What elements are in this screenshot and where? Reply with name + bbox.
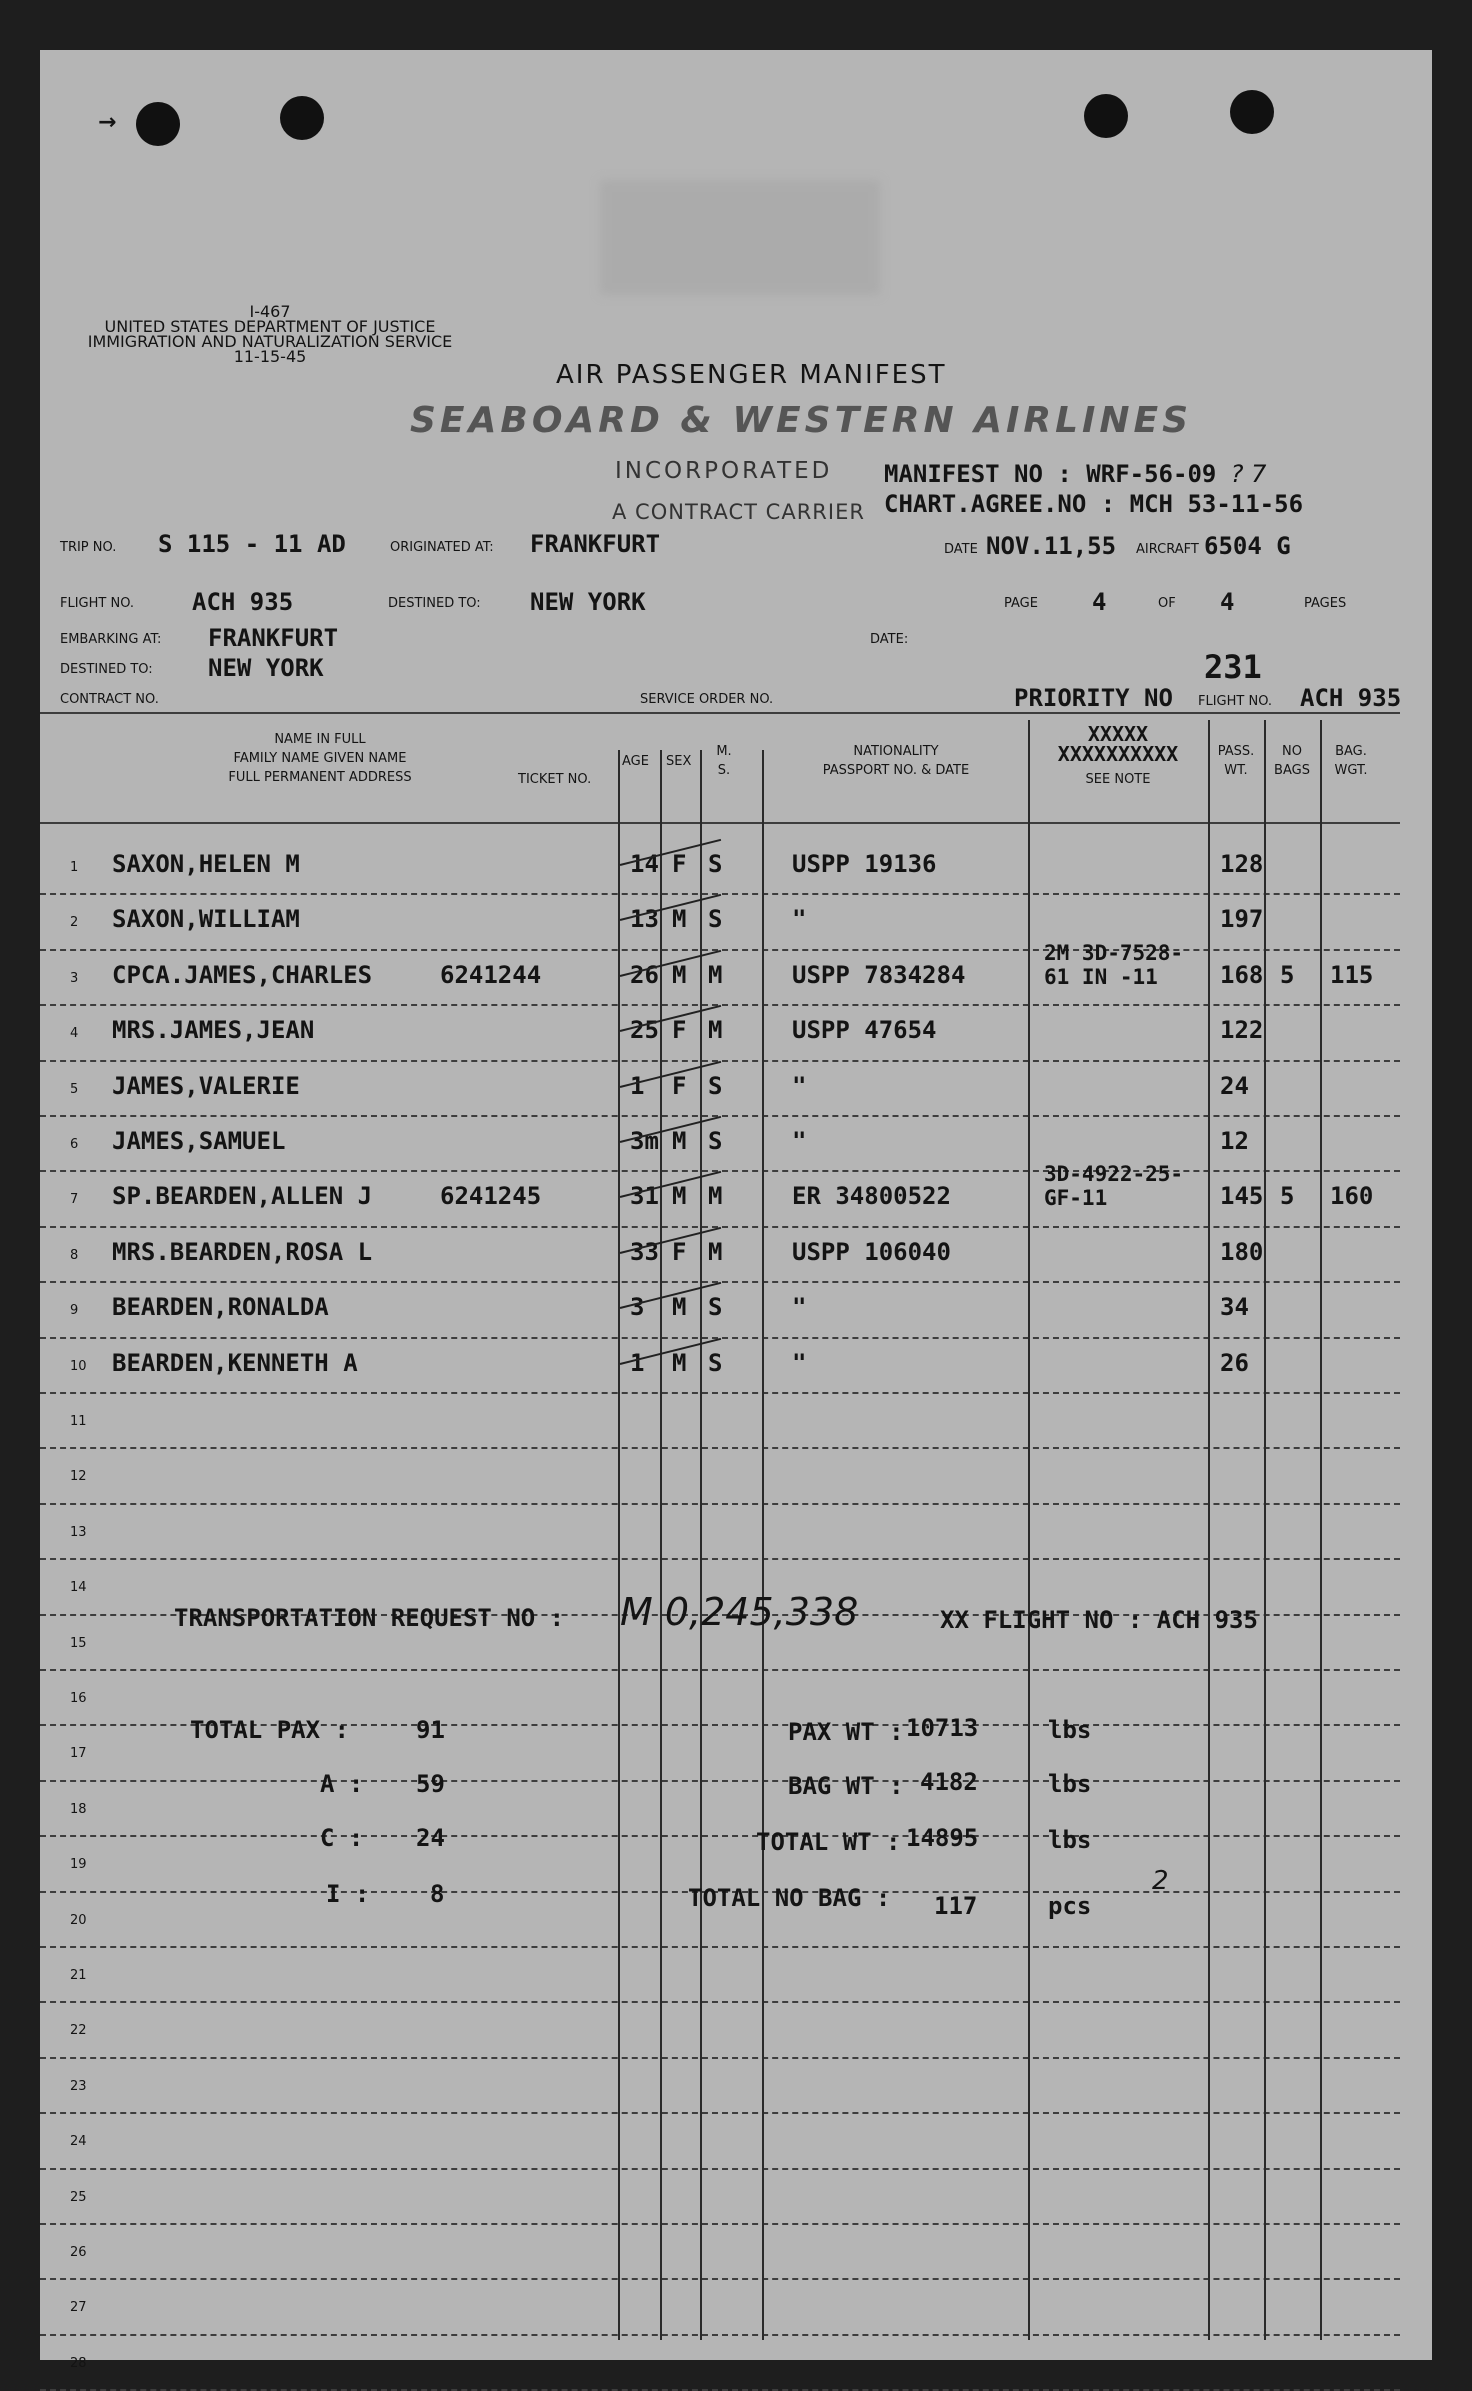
age: 3 xyxy=(630,1293,645,1322)
priority-number: 231 xyxy=(1204,648,1262,686)
age: 33 xyxy=(630,1237,659,1266)
age: 3m xyxy=(630,1127,659,1155)
total-wt-value: 14895 xyxy=(906,1824,979,1852)
pax-wt-unit: lbs xyxy=(1048,1716,1092,1744)
contract-label: CONTRACT NO. xyxy=(60,692,159,707)
row-rule xyxy=(40,2168,1400,2170)
row-number: 1 xyxy=(70,860,79,875)
column-line xyxy=(660,750,662,2340)
punch-hole-4 xyxy=(1230,90,1274,134)
see-note: 61 IN -11 xyxy=(1044,964,1158,989)
hand-mark: 2 xyxy=(1152,1866,1169,1896)
col-header-see-note: XXXXX XXXXXXXXXX SEE NOTE xyxy=(1057,722,1179,787)
column-line xyxy=(1320,720,1322,2340)
age: 13 xyxy=(630,905,659,934)
passport: USPP 19136 xyxy=(792,850,937,878)
marital-status: S xyxy=(708,905,723,934)
row-number: 28 xyxy=(70,2355,87,2371)
row-rule xyxy=(40,1835,1400,1837)
row-number: 10 xyxy=(70,1358,87,1374)
row-rule xyxy=(40,2278,1400,2280)
bag-count: 5 xyxy=(1280,1182,1295,1211)
incorporated-label: INCORPORATED xyxy=(615,458,833,484)
col-header-ticket: TICKET NO. xyxy=(518,772,592,787)
row-number: 6 xyxy=(70,1137,79,1152)
embarking-label: EMBARKING AT: xyxy=(60,632,162,647)
column-line xyxy=(762,750,764,2340)
passport: " xyxy=(792,1127,807,1155)
sex: M xyxy=(672,1127,687,1155)
row-number: 22 xyxy=(70,2023,87,2039)
punch-hole-3 xyxy=(1084,94,1128,138)
of-value: 4 xyxy=(1220,588,1235,616)
row-rule xyxy=(40,1503,1400,1505)
col-header-age: AGE xyxy=(622,754,649,769)
flight2-value: ACH 935 xyxy=(1300,684,1402,712)
row-rule xyxy=(40,2001,1400,2003)
service-order-label: SERVICE ORDER NO. xyxy=(640,692,774,707)
smudge xyxy=(600,180,880,295)
passport: " xyxy=(792,905,807,934)
see-note: GF-11 xyxy=(1044,1186,1108,1211)
passenger-name: MRS.BEARDEN,ROSA L xyxy=(112,1237,373,1266)
marital-status: S xyxy=(708,1348,723,1377)
form-title: AIR PASSENGER MANIFEST xyxy=(556,360,947,390)
sex: M xyxy=(672,1293,687,1322)
destined2-label: DESTINED TO: xyxy=(60,662,153,677)
marital-status: S xyxy=(708,850,723,878)
form-date: 11-15-45 xyxy=(233,347,307,366)
passenger-name: JAMES,SAMUEL xyxy=(112,1127,286,1155)
see-note: 2M 3D-7528- xyxy=(1044,940,1184,965)
punch-hole-2 xyxy=(280,96,324,140)
page-value: 4 xyxy=(1092,588,1107,616)
marital-status: S xyxy=(708,1127,723,1155)
total-wt-label: TOTAL WT : xyxy=(756,1828,901,1856)
row-number: 18 xyxy=(70,1801,87,1817)
col-header-pass-wt: PASS. WT. xyxy=(1217,744,1255,778)
flight-no-label: FLIGHT NO. xyxy=(60,596,135,611)
total-c-value: 24 xyxy=(416,1824,445,1852)
row-number: 13 xyxy=(70,1524,87,1540)
destined-label: DESTINED TO: xyxy=(388,596,481,611)
passenger-name: CPCA.JAMES,CHARLES xyxy=(112,960,373,989)
col-header-nationality: NATIONALITY PASSPORT NO. & DATE xyxy=(822,744,970,778)
header-bottom-rule xyxy=(40,822,1400,824)
row-number: 16 xyxy=(70,1691,87,1706)
punch-hole-1 xyxy=(136,102,180,146)
bag-wt-unit: lbs xyxy=(1048,1770,1092,1798)
bag-wt-value: 4182 xyxy=(920,1768,978,1796)
passport: USPP 47654 xyxy=(792,1016,937,1045)
total-no-bag-value: 117 xyxy=(934,1892,978,1920)
passenger-name: SAXON,HELEN M xyxy=(112,850,300,878)
destined-value: NEW YORK xyxy=(530,588,646,616)
sex: F xyxy=(672,850,687,878)
bag-wt-label: BAG WT : xyxy=(788,1772,904,1800)
row-rule xyxy=(40,1780,1400,1782)
agency-line-1: UNITED STATES DEPARTMENT OF JUSTICE xyxy=(104,317,436,336)
passenger-name: SAXON,WILLIAM xyxy=(112,905,300,934)
passenger-weight: 197 xyxy=(1220,905,1264,934)
ticket-number: 6241245 xyxy=(440,1182,542,1211)
trip-no-label: TRIP NO. xyxy=(60,540,117,555)
total-i-label: I : xyxy=(326,1880,370,1908)
manifest-number: MANIFEST NO : WRF-56-09 ? 7 xyxy=(884,460,1267,488)
manifest-sheet xyxy=(40,50,1432,2371)
column-line xyxy=(1028,720,1030,2340)
row-number: 17 xyxy=(70,1746,87,1762)
embarking-value: FRANKFURT xyxy=(208,624,339,652)
row-number: 7 xyxy=(70,1192,79,1208)
see-note: 3D-4922-25- xyxy=(1044,1162,1184,1187)
passenger-name: BEARDEN,RONALDA xyxy=(112,1293,329,1322)
passenger-weight: 168 xyxy=(1220,960,1264,989)
row-number: 4 xyxy=(70,1026,79,1042)
row-number: 20 xyxy=(70,1912,87,1928)
sex: M xyxy=(672,1348,687,1377)
row-rule xyxy=(40,1558,1400,1560)
sex: F xyxy=(672,1071,687,1100)
row-number: 24 xyxy=(70,2134,87,2150)
bag-weight: 115 xyxy=(1330,960,1374,989)
transport-flight: XX FLIGHT NO : ACH 935 xyxy=(940,1606,1258,1634)
row-number: 8 xyxy=(70,1247,79,1263)
flight2-label: FLIGHT NO. xyxy=(1198,694,1273,709)
total-i-value: 8 xyxy=(430,1880,445,1908)
chart-agree-number: CHART.AGREE.NO : MCH 53-11-56 xyxy=(884,490,1304,518)
passenger-weight: 122 xyxy=(1220,1016,1264,1045)
row-number: 21 xyxy=(70,1968,87,1983)
transport-request-label: TRANSPORTATION REQUEST NO : xyxy=(174,1604,565,1632)
age: 14 xyxy=(630,850,659,878)
column-line xyxy=(618,750,620,2340)
row-rule xyxy=(40,1447,1400,1449)
col-header-bag-wgt: BAG. WGT. xyxy=(1334,744,1368,778)
row-rule xyxy=(40,2223,1400,2225)
passport: " xyxy=(792,1071,807,1100)
total-c-label: C : xyxy=(320,1824,364,1852)
row-number: 27 xyxy=(70,2300,87,2316)
aircraft-label: AIRCRAFT xyxy=(1136,542,1199,557)
destined2-value: NEW YORK xyxy=(208,654,324,682)
airline-name: SEABOARD & WESTERN AIRLINES xyxy=(410,400,1193,441)
passport: " xyxy=(792,1293,807,1322)
originated-value: FRANKFURT xyxy=(530,530,661,558)
passenger-name: SP.BEARDEN,ALLEN J xyxy=(112,1182,373,1211)
date-value: NOV.11,55 xyxy=(986,532,1117,560)
marital-status: S xyxy=(708,1071,723,1100)
marital-status: M xyxy=(708,1182,723,1211)
trip-no-value: S 115 - 11 AD xyxy=(158,530,346,558)
form-number: I-467 xyxy=(249,302,291,321)
contract-carrier-label: A CONTRACT CARRIER xyxy=(612,500,865,524)
total-no-bag-unit: pcs xyxy=(1048,1892,1092,1920)
col-header-ms: M. S. xyxy=(716,744,732,778)
passport: " xyxy=(792,1348,807,1377)
passenger-name: MRS.JAMES,JEAN xyxy=(112,1016,315,1045)
total-a-value: 59 xyxy=(416,1770,445,1798)
row-number: 23 xyxy=(70,2078,87,2094)
age: 26 xyxy=(630,960,659,989)
row-number: 5 xyxy=(70,1081,79,1097)
row-number: 26 xyxy=(70,2245,87,2260)
col-header-name: NAME IN FULL FAMILY NAME GIVEN NAME FULL PERMANENT ADDRESS xyxy=(228,732,412,785)
row-rule xyxy=(40,2057,1400,2059)
pax-wt-label: PAX WT : xyxy=(788,1718,904,1746)
row-rule xyxy=(40,1392,1400,1394)
sex: F xyxy=(672,1237,687,1266)
age: 1 xyxy=(630,1071,645,1100)
passenger-weight: 180 xyxy=(1220,1237,1264,1266)
row-number: 25 xyxy=(70,2189,87,2205)
marital-status: S xyxy=(708,1293,723,1322)
bag-count: 5 xyxy=(1280,960,1295,989)
row-number: 19 xyxy=(70,1857,87,1873)
passenger-name: BEARDEN,KENNETH A xyxy=(112,1348,358,1377)
age: 25 xyxy=(630,1016,659,1045)
total-pax-value: 91 xyxy=(416,1716,445,1744)
col-header-sex: SEX xyxy=(666,754,692,769)
total-pax-label: TOTAL PAX : xyxy=(190,1716,349,1744)
form-agency-block xyxy=(80,304,460,364)
originated-label: ORIGINATED AT: xyxy=(390,540,494,555)
corner-mark: → xyxy=(98,110,117,135)
row-number: 3 xyxy=(70,970,79,986)
total-no-bag-label: TOTAL NO BAG : xyxy=(688,1884,891,1912)
column-line xyxy=(1264,720,1266,2340)
of-label: OF xyxy=(1158,596,1176,611)
sex: M xyxy=(672,905,687,934)
passenger-weight: 12 xyxy=(1220,1127,1249,1155)
ticket-number: 6241244 xyxy=(440,960,542,989)
row-rule xyxy=(40,2334,1400,2336)
row-number: 11 xyxy=(70,1414,87,1429)
marital-status: M xyxy=(708,960,723,989)
row-rule xyxy=(40,1669,1400,1671)
row-number: 15 xyxy=(70,1635,87,1651)
passenger-weight: 145 xyxy=(1220,1182,1264,1211)
row-number: 9 xyxy=(70,1303,79,1319)
column-line xyxy=(700,750,702,2340)
page-label: PAGE xyxy=(1004,596,1038,611)
sex: M xyxy=(672,960,687,989)
transport-request-value: M 0,245,338 xyxy=(620,1590,859,1634)
date2-label: DATE: xyxy=(870,632,909,647)
column-line xyxy=(1208,720,1210,2340)
passenger-weight: 34 xyxy=(1220,1293,1249,1322)
pages-label: PAGES xyxy=(1304,596,1347,611)
marital-status: M xyxy=(708,1237,723,1266)
header-top-rule xyxy=(40,712,1400,714)
date-label: DATE xyxy=(944,542,978,557)
pax-wt-value: 10713 xyxy=(906,1714,979,1742)
bag-weight: 160 xyxy=(1330,1182,1374,1211)
aircraft-value: 6504 G xyxy=(1204,532,1291,560)
sex: M xyxy=(672,1182,687,1211)
total-a-label: A : xyxy=(320,1770,364,1798)
row-number: 12 xyxy=(70,1469,87,1485)
passport: ER 34800522 xyxy=(792,1182,951,1211)
flight-no-value: ACH 935 xyxy=(192,588,294,616)
passport: USPP 7834284 xyxy=(792,960,966,989)
sex: F xyxy=(672,1016,687,1045)
passenger-weight: 128 xyxy=(1220,850,1264,878)
passport: USPP 106040 xyxy=(792,1237,951,1266)
total-wt-unit: lbs xyxy=(1048,1826,1092,1854)
passenger-weight: 26 xyxy=(1220,1348,1249,1377)
row-number: 2 xyxy=(70,915,79,931)
age: 31 xyxy=(630,1182,659,1211)
passenger-name: JAMES,VALERIE xyxy=(112,1071,300,1100)
row-number: 14 xyxy=(70,1580,87,1596)
passenger-weight: 24 xyxy=(1220,1071,1249,1100)
row-rule xyxy=(40,2112,1400,2114)
age: 1 xyxy=(630,1348,645,1377)
row-rule xyxy=(40,1946,1400,1948)
col-header-no-bags: NO BAGS xyxy=(1274,744,1310,778)
agency-line-2: IMMIGRATION AND NATURALIZATION SERVICE xyxy=(87,332,453,351)
marital-status: M xyxy=(708,1016,723,1045)
priority-label: PRIORITY NO xyxy=(1014,684,1173,712)
